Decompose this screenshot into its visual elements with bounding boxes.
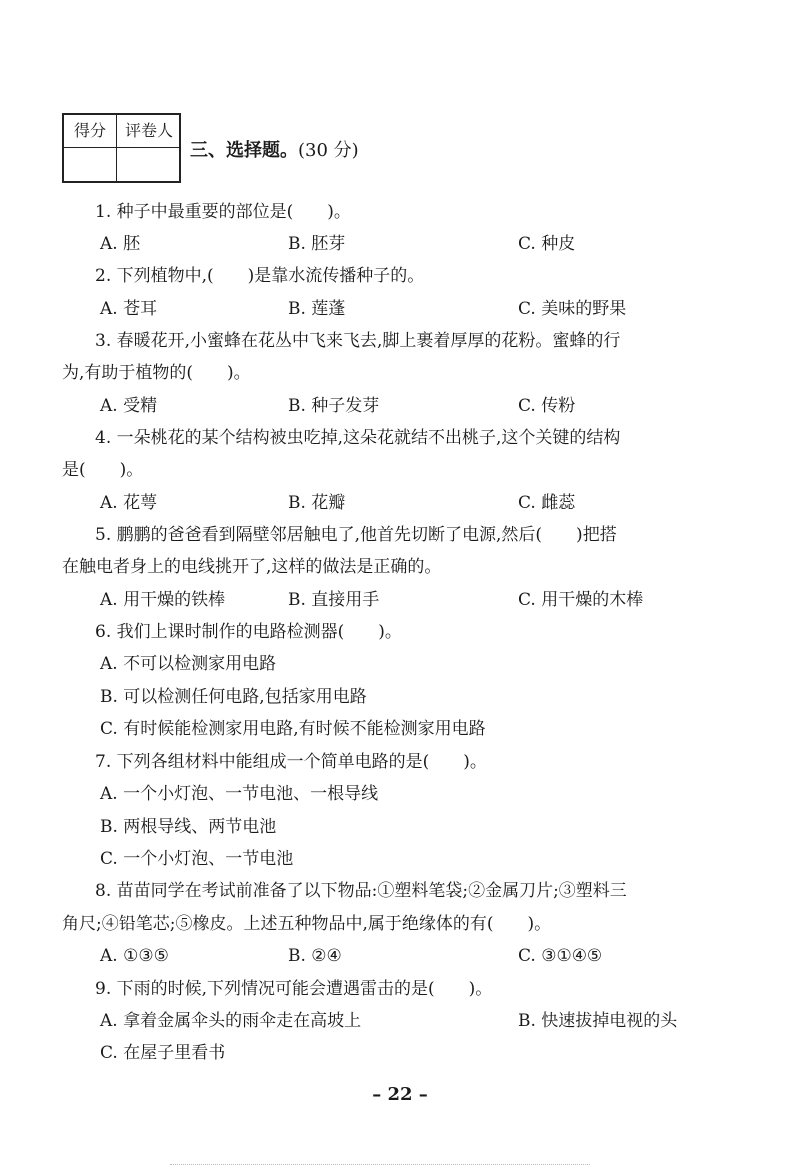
question-8-stem: 8. 苗苗同学在考试前准备了以下物品:①塑料笔袋;②金属刀片;③塑料三 — [95, 881, 627, 901]
question-1-options — [100, 231, 720, 257]
question-8-stem-cont: 角尺;④铅笔芯;⑤橡皮。上述五种物品中,属于绝缘体的有( )。 — [62, 914, 552, 934]
option-c: C. 种皮 — [518, 234, 576, 254]
score-table — [62, 113, 181, 183]
option-a: A. ①③⑤ — [100, 946, 169, 966]
option-a: A. 胚 — [100, 234, 141, 254]
option-a: A. 用干燥的铁棒 — [100, 590, 226, 610]
question-1-stem: 1. 种子中最重要的部位是( )。 — [95, 202, 351, 222]
table-divider — [64, 147, 179, 148]
option-c: C. 雌蕊 — [518, 493, 576, 513]
question-8-options — [100, 943, 720, 969]
option-b: B. ②④ — [288, 946, 342, 966]
question-3-stem-cont: 为,有助于植物的( )。 — [62, 363, 251, 383]
bleed-mark — [170, 1164, 590, 1168]
section-title — [190, 138, 359, 164]
option-c: C. 有时候能检测家用电路,有时候不能检测家用电路 — [100, 719, 486, 739]
question-9-stem: 9. 下雨的时候,下列情况可能会遭遇雷击的是( )。 — [95, 979, 493, 999]
option-c: C. 在屋子里看书 — [100, 1043, 226, 1063]
section-heading: 三、选择题。 — [190, 140, 298, 161]
question-5-stem: 5. 鹏鹏的爸爸看到隔壁邻居触电了,他首先切断了电源,然后( )把搭 — [95, 525, 617, 545]
score-header: 得分 — [73, 121, 106, 140]
option-a: A. 拿着金属伞头的雨伞走在高坡上 — [100, 1011, 362, 1031]
question-2-stem: 2. 下列植物中,( )是靠水流传播种子的。 — [95, 266, 425, 286]
option-b: B. 快速拔掉电视的头 — [518, 1011, 678, 1031]
option-c: C. 美味的野果 — [518, 299, 627, 319]
option-a: A. 苍耳 — [100, 299, 158, 319]
page-number: – 22 – — [372, 1084, 428, 1105]
question-6-stem: 6. 我们上课时制作的电路检测器( )。 — [95, 622, 402, 642]
option-b: B. 花瓣 — [288, 493, 346, 513]
grader-header: 评卷人 — [124, 121, 173, 140]
section-points: (30 分) — [298, 140, 359, 161]
option-c: C. 传粉 — [518, 396, 576, 416]
option-b: B. 可以检测任何电路,包括家用电路 — [100, 687, 367, 707]
question-3-options — [100, 393, 720, 419]
option-a: A. 不可以检测家用电路 — [100, 654, 277, 674]
option-a: A. 一个小灯泡、一节电池、一根导线 — [100, 784, 379, 804]
question-7-stem: 7. 下列各组材料中能组成一个简单电路的是( )。 — [95, 752, 487, 772]
option-c: C. 一个小灯泡、一节电池 — [100, 849, 294, 869]
question-4-stem-cont: 是( )。 — [62, 460, 144, 480]
question-4-options — [100, 490, 720, 516]
option-c: C. 用干燥的木棒 — [518, 590, 644, 610]
question-4-stem: 4. 一朵桃花的某个结构被虫吃掉,这朵花就结不出桃子,这个关键的结构 — [95, 428, 621, 448]
option-b: B. 两根导线、两节电池 — [100, 817, 277, 837]
question-3-stem: 3. 春暖花开,小蜜蜂在花丛中飞来飞去,脚上裹着厚厚的花粉。蜜蜂的行 — [95, 331, 621, 351]
option-b: B. 种子发芽 — [288, 396, 380, 416]
question-5-options — [100, 587, 720, 613]
option-b: B. 直接用手 — [288, 590, 380, 610]
option-c: C. ③①④⑤ — [518, 946, 603, 966]
option-b: B. 胚芽 — [288, 234, 346, 254]
option-b: B. 莲蓬 — [288, 299, 346, 319]
option-a: A. 受精 — [100, 396, 158, 416]
option-a: A. 花萼 — [100, 493, 158, 513]
question-2-options — [100, 296, 720, 322]
question-5-stem-cont: 在触电者身上的电线挑开了,这样的做法是正确的。 — [62, 557, 442, 577]
